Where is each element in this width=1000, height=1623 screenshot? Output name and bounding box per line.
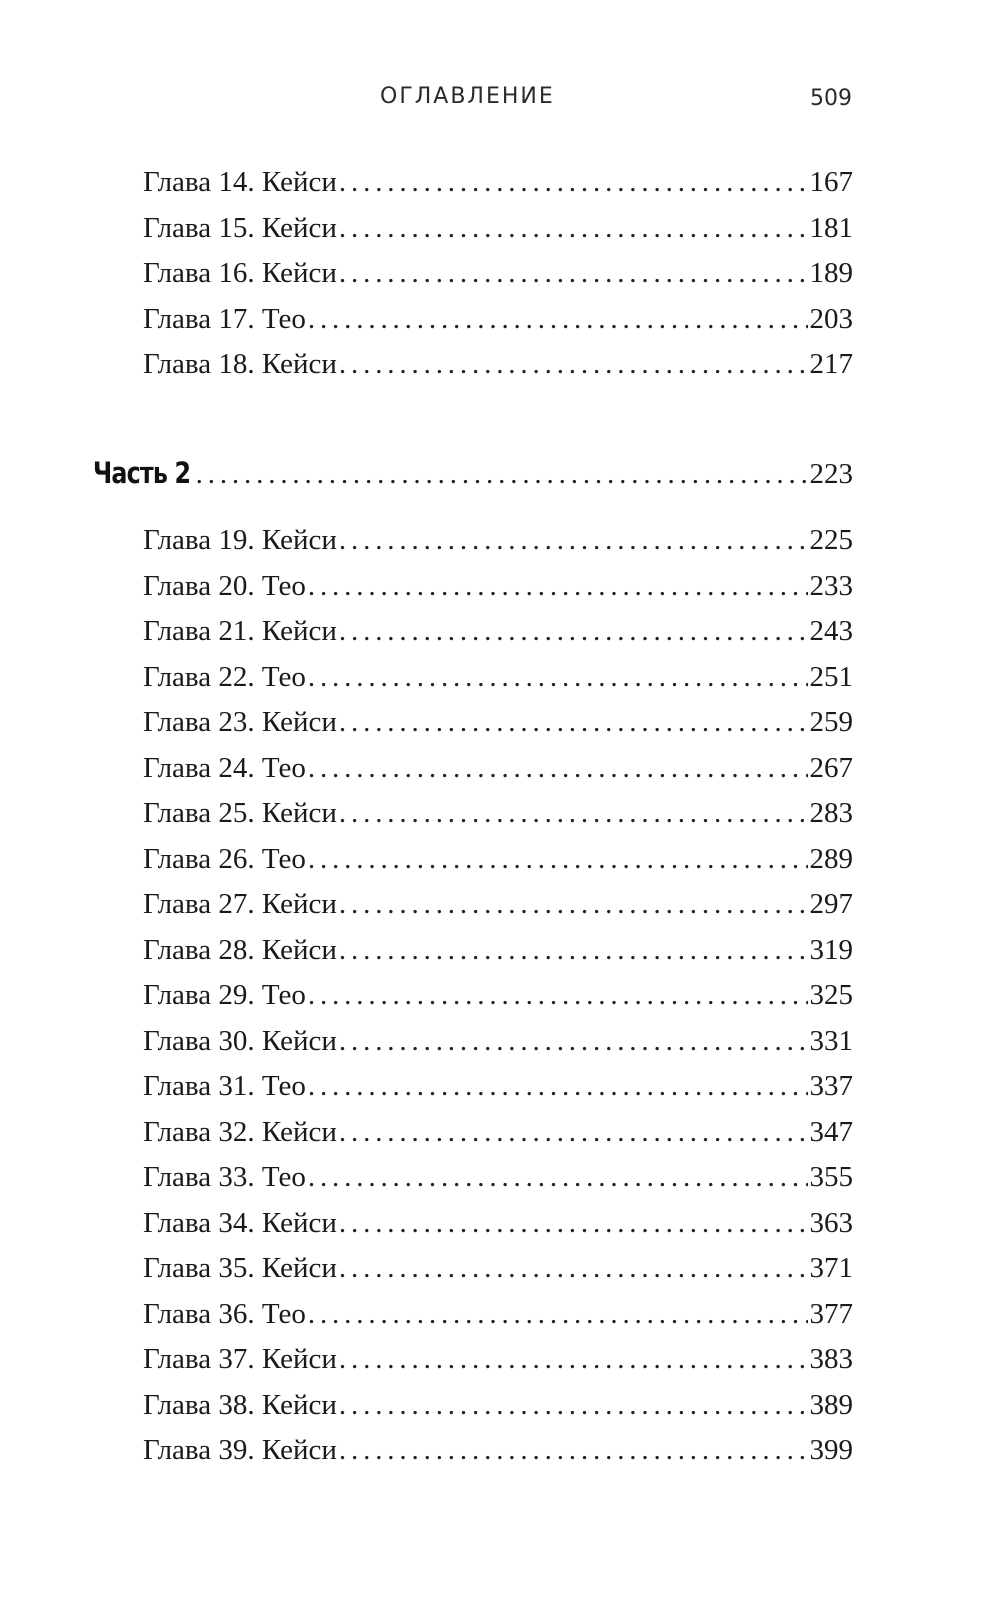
toc-entry xyxy=(143,251,853,297)
toc-entry xyxy=(143,1155,853,1201)
toc-entry xyxy=(143,160,853,206)
chapter-title: Глава 36. Тео xyxy=(143,1297,306,1330)
dot-leader xyxy=(308,1155,808,1201)
dot-leader xyxy=(339,1246,808,1292)
dot-leader xyxy=(339,1019,808,1065)
chapter-page-number: 203 xyxy=(809,302,853,335)
toc-part-row xyxy=(93,448,853,498)
chapter-page-number: 233 xyxy=(809,569,853,602)
toc-entry xyxy=(143,837,853,883)
chapter-title: Глава 38. Кейси xyxy=(143,1388,337,1421)
chapter-page-number: 355 xyxy=(809,1161,853,1193)
toc-entry xyxy=(143,1019,853,1065)
toc-entry xyxy=(143,973,853,1019)
toc-entry xyxy=(143,297,853,343)
chapter-title: Глава 22. Тео xyxy=(143,660,306,693)
chapter-title: Глава 32. Кейси xyxy=(143,1115,337,1148)
chapter-page-number: 363 xyxy=(809,1206,853,1239)
dot-leader xyxy=(339,1383,808,1429)
dot-leader xyxy=(196,449,808,499)
chapter-title: Глава 24. Тео xyxy=(143,751,306,784)
dot-leader xyxy=(308,564,808,610)
chapter-page-number: 371 xyxy=(809,1252,853,1284)
chapter-page-number: 189 xyxy=(809,257,853,289)
chapter-title: Глава 35. Кейси xyxy=(143,1252,337,1284)
chapter-title: Глава 37. Кейси xyxy=(143,1343,337,1375)
chapter-page-number: 319 xyxy=(809,933,853,966)
toc-entry xyxy=(143,206,853,252)
chapter-page-number: 383 xyxy=(809,1343,853,1375)
dot-leader xyxy=(339,1337,808,1383)
chapter-page-number: 251 xyxy=(809,660,853,693)
chapter-page-number: 347 xyxy=(809,1115,853,1148)
dot-leader xyxy=(339,609,808,655)
chapter-title: Глава 26. Тео xyxy=(143,842,306,875)
toc-section-part-2 xyxy=(143,518,853,1474)
dot-leader xyxy=(339,1428,808,1474)
chapter-title: Глава 19. Кейси xyxy=(143,524,337,556)
dot-leader xyxy=(339,160,808,206)
part-page-number: 223 xyxy=(809,458,853,490)
chapter-page-number: 325 xyxy=(809,979,853,1011)
chapter-title: Глава 29. Тео xyxy=(143,979,306,1011)
chapter-title: Глава 14. Кейси xyxy=(143,166,337,198)
chapter-title: Глава 31. Тео xyxy=(143,1070,306,1102)
toc-entry xyxy=(143,1110,853,1156)
chapter-page-number: 167 xyxy=(809,166,853,198)
toc-entry xyxy=(143,1383,853,1429)
toc-entry xyxy=(143,1428,853,1474)
running-head xyxy=(0,84,1000,124)
dot-leader xyxy=(308,837,808,883)
chapter-title: Глава 25. Кейси xyxy=(143,797,337,829)
dot-leader xyxy=(339,700,808,746)
toc-entry xyxy=(143,342,853,388)
dot-leader xyxy=(339,518,808,564)
chapter-page-number: 389 xyxy=(809,1388,853,1421)
chapter-page-number: 377 xyxy=(809,1297,853,1330)
chapter-page-number: 399 xyxy=(809,1434,853,1466)
dot-leader xyxy=(339,791,808,837)
toc-section-part-1-end xyxy=(143,160,853,388)
part-label: Часть 2 xyxy=(93,456,191,490)
dot-leader xyxy=(308,746,808,792)
toc-entry xyxy=(143,1064,853,1110)
dot-leader xyxy=(308,655,808,701)
toc-entry xyxy=(143,1201,853,1247)
page-title: ОГЛАВЛЕНИЕ xyxy=(380,84,555,109)
chapter-title: Глава 16. Кейси xyxy=(143,257,337,289)
toc-entry xyxy=(143,518,853,564)
chapter-title: Глава 23. Кейси xyxy=(143,706,337,738)
toc-entry xyxy=(143,746,853,792)
chapter-title: Глава 33. Тео xyxy=(143,1161,306,1193)
chapter-page-number: 289 xyxy=(809,842,853,875)
dot-leader xyxy=(339,251,808,297)
dot-leader xyxy=(308,297,808,343)
chapter-title: Глава 27. Кейси xyxy=(143,888,337,920)
toc-entry xyxy=(143,1337,853,1383)
toc-entry xyxy=(143,655,853,701)
toc-entry xyxy=(143,882,853,928)
dot-leader xyxy=(339,1201,808,1247)
chapter-title: Глава 15. Кейси xyxy=(143,211,337,244)
toc-entry xyxy=(143,609,853,655)
page-number: 509 xyxy=(810,86,852,111)
toc-entry xyxy=(143,1246,853,1292)
toc-entry xyxy=(143,1292,853,1338)
dot-leader xyxy=(308,973,808,1019)
chapter-page-number: 331 xyxy=(809,1024,853,1057)
chapter-page-number: 259 xyxy=(809,706,853,738)
dot-leader xyxy=(308,1064,808,1110)
toc-entry xyxy=(143,700,853,746)
chapter-page-number: 267 xyxy=(809,751,853,784)
chapter-page-number: 243 xyxy=(809,615,853,647)
chapter-page-number: 337 xyxy=(809,1070,853,1102)
chapter-title: Глава 21. Кейси xyxy=(143,615,337,647)
chapter-title: Глава 34. Кейси xyxy=(143,1206,337,1239)
chapter-page-number: 283 xyxy=(809,797,853,829)
toc-entry xyxy=(143,928,853,974)
chapter-page-number: 225 xyxy=(809,524,853,556)
dot-leader xyxy=(339,206,808,252)
dot-leader xyxy=(339,928,808,974)
dot-leader xyxy=(339,342,808,388)
chapter-title: Глава 20. Тео xyxy=(143,569,306,602)
chapter-title: Глава 28. Кейси xyxy=(143,933,337,966)
toc-part-heading xyxy=(93,448,853,498)
chapter-page-number: 217 xyxy=(809,348,853,380)
chapter-title: Глава 30. Кейси xyxy=(143,1024,337,1057)
chapter-page-number: 181 xyxy=(809,211,853,244)
chapter-title: Глава 17. Тео xyxy=(143,302,306,335)
dot-leader xyxy=(339,882,808,928)
dot-leader xyxy=(339,1110,808,1156)
dot-leader xyxy=(308,1292,808,1338)
toc-entry xyxy=(143,564,853,610)
chapter-title: Глава 39. Кейси xyxy=(143,1434,337,1466)
toc-entry xyxy=(143,791,853,837)
chapter-page-number: 297 xyxy=(809,888,853,920)
chapter-title: Глава 18. Кейси xyxy=(143,348,337,380)
